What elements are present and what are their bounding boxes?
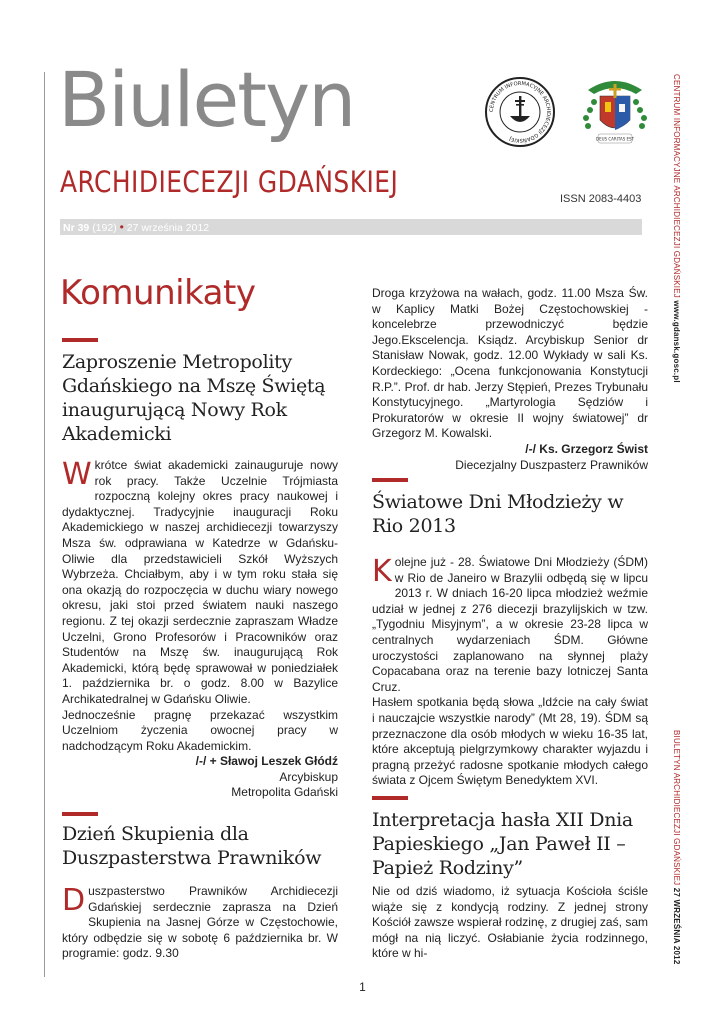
bullet-dot: •	[119, 220, 124, 234]
signature-role: Arcybiskup	[279, 769, 338, 784]
side-date: 27 WRZEŚNIA 2012	[672, 887, 681, 965]
logo-ci-text: CENTRUM INFORMACYJNE ARCHIDIECEZJI GDAŃSKIEJ	[488, 80, 552, 144]
cross-icon	[519, 96, 521, 116]
signature-name: /-/ Ks. Grzegorz Świst	[525, 441, 648, 456]
issue-number: Nr 39	[63, 222, 90, 234]
left-margin-rule	[44, 72, 45, 977]
paragraph: olejne już - 28. Światowe Dni Młodzieży (ŚDM) w Rio de Janeiro w Brazylii odbędą się w lipcu 2013 r. W dniach 16-20 lipca młodzież weźmie udział w jednej z 276 diecezji brazylijskich w tzw. „Tygodniu Misyjnym”, a w okresie 23-28 lipca w centralnych wydarzeniach ŚDM. Główne uroczystości zaplanowano na słynnej plaży Copacabana oraz na terenie bazy lotniczej Santa Cruz.	[372, 555, 648, 694]
archbishop-crest-icon	[578, 70, 652, 150]
centrum-informacyjne-logo	[484, 76, 556, 148]
article-body-inauguration	[62, 458, 338, 801]
signature-role: Diecezjalny Duszpasterz Prawników	[455, 457, 648, 472]
side-strip-top	[672, 74, 686, 383]
heading-marker	[372, 796, 408, 800]
crest-motto: DEUS CARITAS EST	[595, 136, 635, 142]
article-body-wyd	[372, 555, 648, 789]
bulletin-title: Biuletyn	[58, 55, 355, 144]
article-heading-wyd: Światowe Dni Młodzieży w Rio 2013	[372, 491, 624, 537]
section-title: Komunikaty	[60, 273, 256, 313]
article-body-lawyers	[62, 884, 338, 962]
paragraph: krótce świat akademicki zainauguruje nowy rok pracy. Także Uczelnie Trójmiasta rozpoczną kolejny okres pracy naukowej i dydaktycznej. Tradycyjnie inauguracji Roku Akademickiego w naszej archidiecezji towarzyszy Msza św. odprawiana w Katedrze w Gdańsku-Oliwie dla przedstawicieli Szkół Wyższych Wybrzeża. Chciałbym, aby i w tym roku stała się ona okazją do rozpoczęcia w duchu wiary nowego okresu, jaki stoi przed światem nauki naszego regionu. Z tej okazji serdecznie zapraszam Władze Uczelni, Grono Profesorów i Pracowników oraz Studentów na Mszę św. inaugurującą Rok Akademicki, którą będę sprawował w poniedziałek 1. października br. o godz. 8.00 w Bazylice Archikatedralnej w Gdańsku Oliwie.	[62, 458, 338, 706]
issue-date: 27 września 2012	[126, 222, 210, 234]
paragraph: Hasłem spotkania będą słowa „Idźcie na cały świat i nauczajcie wszystkie narody” (Mt 28, 19). ŚDM są przeznaczone dla osób młodych w wieku 16-35 lat, które akceptują pielgrzymkowy charakter wyjazdu i pragną przeżyć radosne spotkanie młodych całego świata z Ojcem Świętym Benedyktem XVI.	[372, 695, 648, 788]
heading-marker	[62, 338, 98, 342]
paragraph: Nie od dziś wiadomo, iż sytuacja Kościoła ściśle wiąże się z kondycją rodziny. Z jednej strony Kościół zawsze wspierał rodzinę, z drugiej zaś, sam mógł na nią liczyć. Osłabianie życia rodzinnego, które w hi-	[372, 884, 648, 961]
article-body-papal-day	[372, 884, 648, 962]
article-heading-inauguration: Zaproszenie Metropolity Gdańskiego na Mszę Świętą inaugurującą Nowy Rok Akademicki	[62, 351, 326, 445]
article-body-lawyers-continued	[372, 286, 648, 473]
paragraph: Jednocześnie pragnę przekazać wszystkim Uczelniom życzenia owocnej pracy w nadchodzącym Roku Akademickim.	[62, 707, 338, 753]
issue-total: (192)	[92, 222, 117, 234]
side-url[interactable]: www.gdansk.gosc.pl	[672, 300, 681, 383]
page-number: 1	[359, 980, 366, 994]
signature-name: /-/ + Sławoj Leszek Głódź	[195, 754, 338, 769]
paragraph: Droga krzyżowa na wałach, godz. 11.00 Msza Św. w Kaplicy Matki Bożej Częstochowskiej - koncelebrze przewodniczyć będzie Jego.Ekscelencja. Ksiądz. Arcybiskup Senior dr Stanisław Nowak, godz. 12.00 Wykłady w sali Ks. Kordeckiego: „Ocena funkcjonowania Konstytucji R.P.”. Prof. dr hab. Jerzy Stępień, Prezes Trybunału Konstytucyjnego. „Martyrologia Sędziów i Prokuratorów w okresie II wojny światowej” dr Grzegorz M. Kowalski.	[372, 286, 648, 441]
issue-bar	[60, 219, 642, 235]
heading-marker	[372, 478, 408, 482]
bulletin-subtitle: ARCHIDIECEZJI GDAŃSKIEJ	[60, 165, 399, 199]
signature-role: Metropolita Gdański	[231, 785, 338, 800]
dropcap: K	[372, 554, 392, 589]
article-heading-lawyers: Dzień Skupienia dla Duszpasterstwa Prawników	[62, 823, 322, 869]
heading-marker	[62, 812, 98, 816]
paragraph: uszpasterstwo Prawników Archidiecezji Gdańskiej serdecznie zaprasza na Dzień Skupienia na Jasnej Górze w Częstochowie, który odbędzie się w sobotę 6 października br. W programie: godz. 9.30	[62, 884, 338, 961]
side-title: BIULETYN ARCHIDIECEZJI GDAŃSKIEJ	[672, 730, 681, 886]
boat-icon	[510, 116, 530, 122]
side-org: CENTRUM INFORMACYJNE ARCHIDIECEZJI GDAŃSKIEJ	[672, 74, 681, 298]
dropcap: W	[62, 457, 92, 492]
article-heading-papal-day: Interpretacja hasła XII Dnia Papieskiego „Jan Paweł II – Papież Rodziny”	[372, 809, 633, 879]
dropcap: D	[62, 883, 86, 918]
side-strip-bottom	[672, 730, 686, 980]
issn-number: ISSN 2083-4403	[560, 193, 642, 205]
